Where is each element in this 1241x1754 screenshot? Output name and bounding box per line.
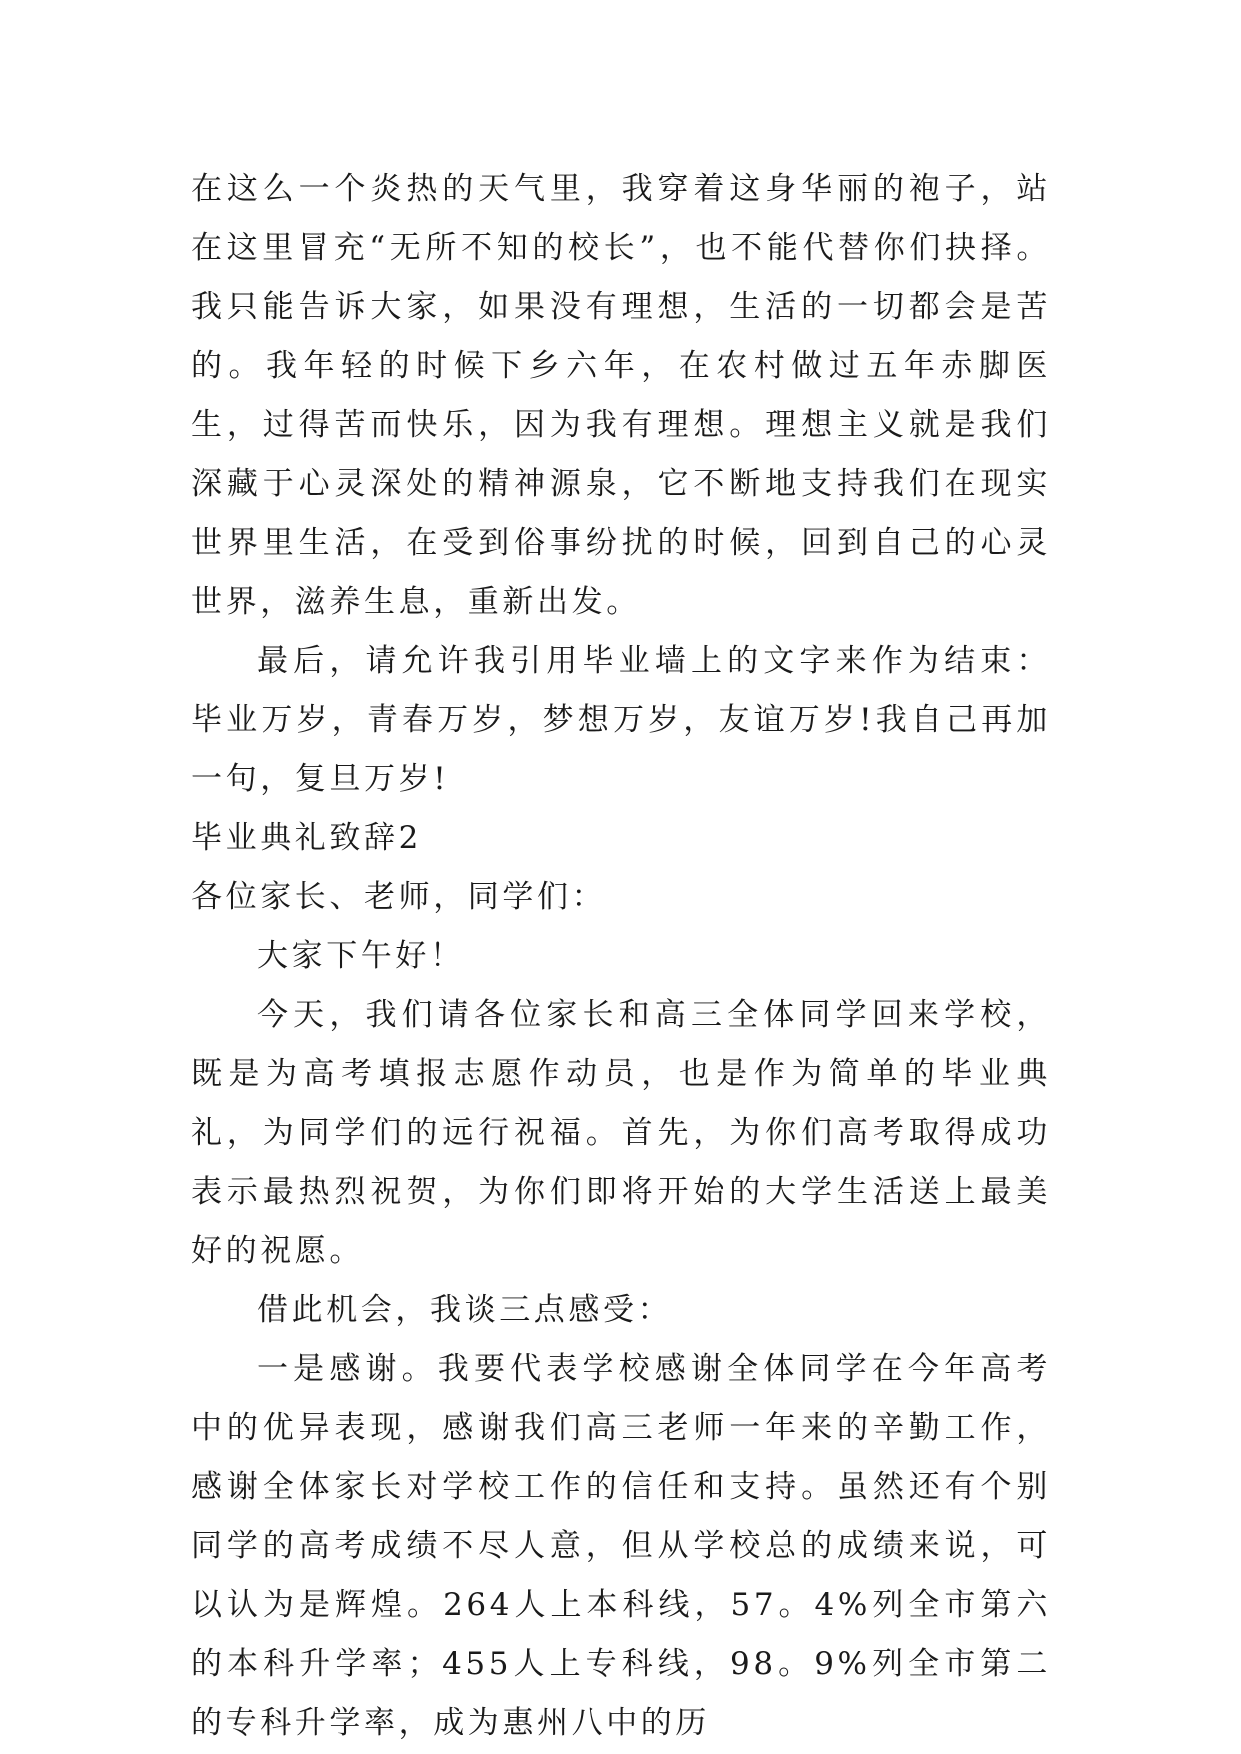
paragraph-gratitude: 一是感谢。我要代表学校感谢全体同学在今年高考中的优异表现，感谢我们高三老师一年来的辛勤工作，感谢全体家长对学校工作的信任和支持。虽然还有个别同学的高考成绩不尽人意，但从学校总的成绩来说，可以认为是辉煌。264人上本科线，57。4%列全市第六的本科升学率；455人上专科线，98。9%列全市第二的专科升学率，成为惠州八中的历 [191,1351,1051,1741]
document-body [191,160,1051,1753]
paragraph-three-points: 借此机会，我谈三点感受： [257,1292,673,1328]
paragraph-greeting: 大家下午好！ [257,938,465,974]
section-heading: 毕业典礼致辞2 [191,820,422,856]
paragraph-closing: 最后，请允许我引用毕业墙上的文字来作为结束：毕业万岁，青春万岁，梦想万岁，友谊万岁!我自己再加一句，复旦万岁! [191,643,1051,797]
paragraph-dream: 在这么一个炎热的天气里，我穿着这身华丽的袍子，站在这里冒充“无所不知的校长”，也不能代替你们抉择。我只能告诉大家，如果没有理想，生活的一切都会是苦的。我年轻的时候下乡六年，在农村做过五年赤脚医生，过得苦而快乐，因为我有理想。理想主义就是我们深藏于心灵深处的精神源泉，它不断地支持我们在现实世界里生活，在受到俗事纷扰的时候，回到自己的心灵世界，滋养生息，重新出发。 [191,171,1051,620]
paragraph-today: 今天，我们请各位家长和高三全体同学回来学校，既是为高考填报志愿作动员，也是作为简单的毕业典礼，为同学们的远行祝福。首先，为你们高考取得成功表示最热烈祝贺，为你们即将开始的大学生活送上最美好的祝愿。 [191,997,1051,1269]
paragraph-salutation: 各位家长、老师，同学们： [191,879,607,915]
